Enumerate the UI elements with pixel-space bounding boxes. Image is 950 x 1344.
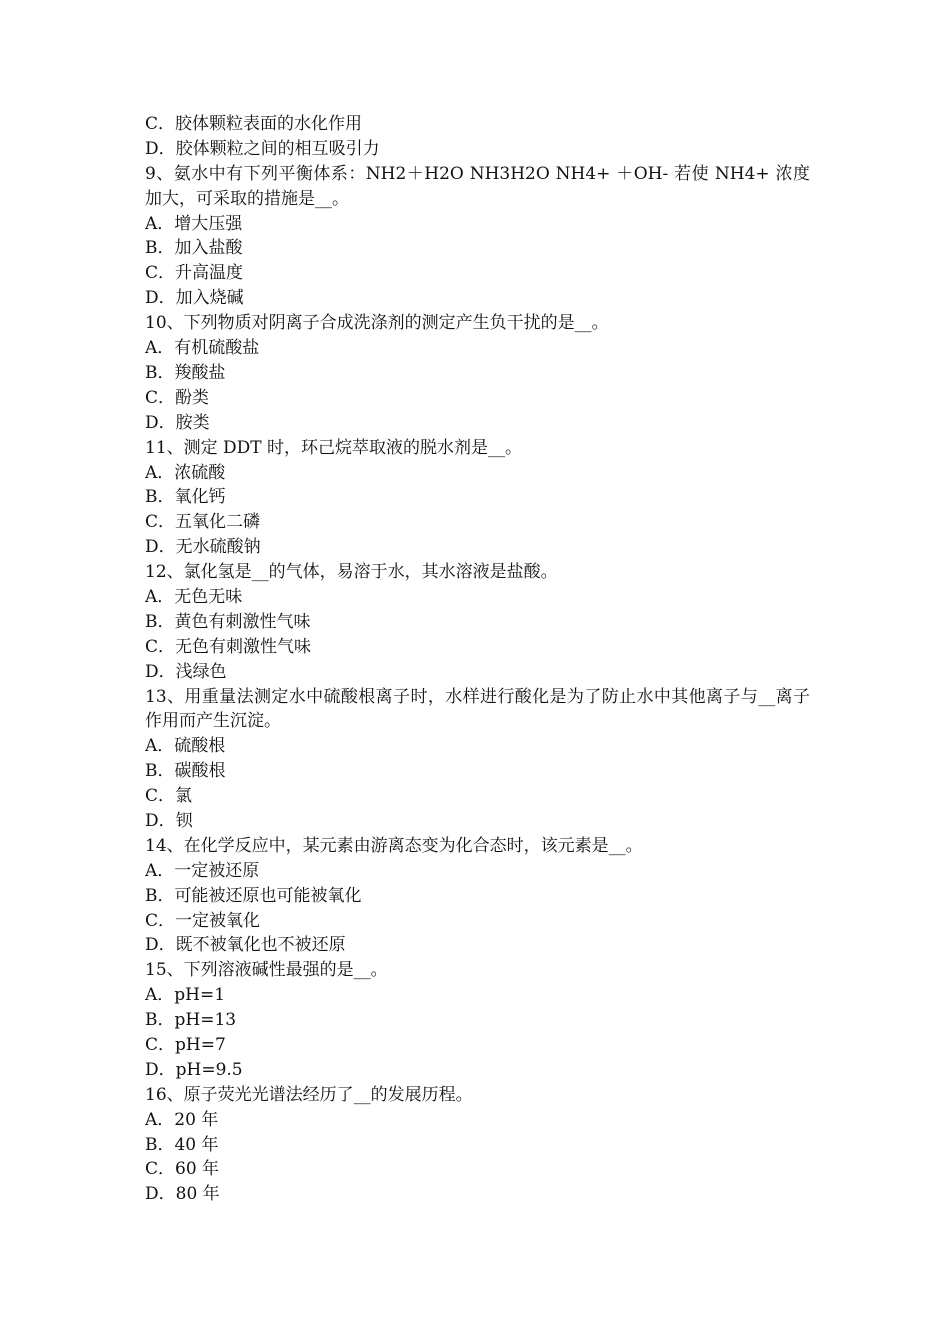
- option-line: A．有机硫酸盐: [145, 338, 260, 359]
- option-line: B．pH=13: [145, 1010, 237, 1031]
- option-line: D．胶体颗粒之间的相互吸引力: [145, 138, 380, 159]
- option-line: D．既不被氧化也不被还原: [145, 935, 346, 956]
- option-line: A．一定被还原: [145, 860, 260, 881]
- option-line: D．80 年: [145, 1184, 220, 1205]
- option-line: D．无水硫酸钠: [145, 537, 261, 558]
- option-line: A．pH=1: [145, 985, 226, 1006]
- option-line: C．无色有刺激性气味: [145, 636, 312, 657]
- option-line: A．20 年: [145, 1109, 219, 1130]
- question-line: 12、氯化氢是__的气体，易溶于水，其水溶液是盐酸。: [145, 562, 558, 583]
- option-line: C．酚类: [145, 387, 210, 408]
- question-line: 13、用重量法测定水中硫酸根离子时，水样进行酸化是为了防止水中其他离子与__离子作用而产生沉淀。: [145, 686, 810, 732]
- option-line: C．胶体颗粒表面的水化作用: [145, 114, 363, 134]
- question-line: 14、在化学反应中，某元素由游离态变为化合态时，该元素是__。: [145, 835, 643, 856]
- question-line: 9、氨水中有下列平衡体系：NH2＋H2O NH3H2O NH4+ ＋OH- 若使 NH4+ 浓度加大，可采取的措施是__。: [145, 163, 810, 209]
- option-line: B．加入盐酸: [145, 238, 243, 259]
- option-line: A．增大压强: [145, 213, 243, 234]
- option-line: B．氧化钙: [145, 487, 226, 508]
- option-line: B．羧酸盐: [145, 362, 226, 383]
- option-line: A．浓硫酸: [145, 462, 226, 483]
- option-line: A．硫酸根: [145, 736, 226, 757]
- option-line: D．pH=9.5: [145, 1059, 243, 1080]
- option-line: C．氯: [145, 786, 193, 807]
- document-page: [145, 112, 810, 1207]
- option-line: C．一定被氧化: [145, 910, 261, 931]
- option-line: C．五氧化二磷: [145, 512, 261, 533]
- option-line: B．40 年: [145, 1134, 219, 1155]
- question-line: 16、原子荧光光谱法经历了__的发展历程。: [145, 1084, 473, 1105]
- option-line: C．pH=7: [145, 1035, 226, 1056]
- option-line: D．加入烧碱: [145, 288, 244, 309]
- option-line: A．无色无味: [145, 586, 243, 607]
- option-line: B．碳酸根: [145, 761, 226, 782]
- option-line: D．浅绿色: [145, 661, 227, 682]
- option-line: D．胺类: [145, 412, 210, 433]
- question-line: 11、测定 DDT 时，环己烷萃取液的脱水剂是__。: [145, 437, 523, 458]
- option-line: D．钡: [145, 811, 193, 831]
- question-line: 15、下列溶液碱性最强的是__。: [145, 960, 388, 981]
- question-line: 10、下列物质对阴离子合成洗涤剂的测定产生负干扰的是__。: [145, 313, 609, 334]
- option-line: C．升高温度: [145, 263, 244, 284]
- option-line: B．黄色有刺激性气味: [145, 611, 311, 632]
- option-line: B．可能被还原也可能被氧化: [145, 885, 362, 906]
- option-line: C．60 年: [145, 1159, 220, 1180]
